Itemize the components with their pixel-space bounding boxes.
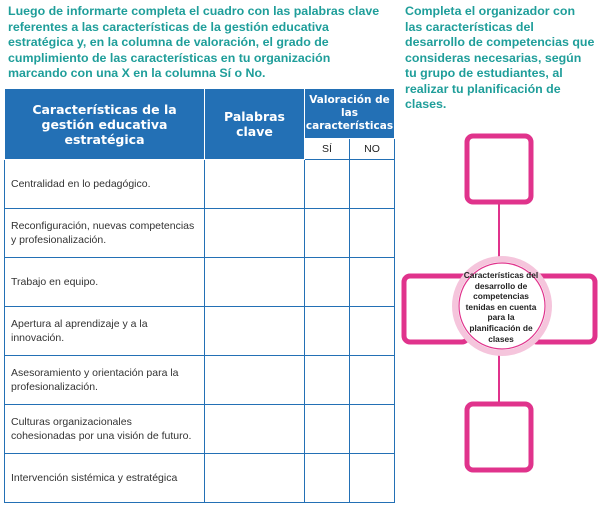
header-yes: SÍ <box>305 139 350 160</box>
no-cell[interactable] <box>350 356 395 405</box>
no-cell[interactable] <box>350 454 395 503</box>
no-cell[interactable] <box>350 209 395 258</box>
table-row <box>5 258 395 307</box>
row-label: Culturas organizacionales cohesionadas por una visión de futuro. <box>5 405 205 454</box>
header-valuation: Valoración de las características <box>305 89 395 139</box>
table-row <box>5 454 395 503</box>
instructions-right: Completa el organizador con las características del desarrollo de competencias que consideras necesarias, según tu grupo de estudiantes, al realizar tu planificación de clases. <box>405 4 595 111</box>
yes-cell[interactable] <box>305 405 350 454</box>
row-label: Trabajo en equipo. <box>5 258 205 307</box>
yes-cell[interactable] <box>305 209 350 258</box>
header-characteristics: Características de la gestión educativa estratégica <box>5 89 205 160</box>
keywords-cell[interactable] <box>205 454 305 503</box>
yes-cell[interactable] <box>305 454 350 503</box>
no-cell[interactable] <box>350 258 395 307</box>
table-row <box>5 160 395 209</box>
keywords-cell[interactable] <box>205 405 305 454</box>
header-no: NO <box>350 139 395 160</box>
yes-cell[interactable] <box>305 258 350 307</box>
organizer-box-bottom[interactable] <box>467 404 531 470</box>
row-label: Centralidad en lo pedagógico. <box>5 160 205 209</box>
table-row <box>5 209 395 258</box>
organizer-box-top[interactable] <box>467 136 531 202</box>
keywords-cell[interactable] <box>205 258 305 307</box>
no-cell[interactable] <box>350 405 395 454</box>
yes-cell[interactable] <box>305 160 350 209</box>
keywords-cell[interactable] <box>205 209 305 258</box>
header-keywords: Palabras clave <box>205 89 305 160</box>
table-row <box>5 356 395 405</box>
keywords-cell[interactable] <box>205 160 305 209</box>
yes-cell[interactable] <box>305 356 350 405</box>
organizer-center-text: Características del desarrollo de competencias tenidas en cuenta para la planificación de clases <box>463 270 539 344</box>
row-label: Asesoramiento y orientación para la profesionalización. <box>5 356 205 405</box>
keywords-cell[interactable] <box>205 307 305 356</box>
characteristics-table <box>4 88 395 503</box>
row-label: Reconfiguración, nuevas competencias y profesionalización. <box>5 209 205 258</box>
instructions-left: Luego de informarte completa el cuadro con las palabras clave referentes a las características de la gestión educativa estratégica y, en la columna de valoración, el grado de cumplimiento de las características en tu organización marcando con una X en la columna Sí o No. <box>8 4 380 80</box>
no-cell[interactable] <box>350 307 395 356</box>
table-row <box>5 405 395 454</box>
keywords-cell[interactable] <box>205 356 305 405</box>
table-row <box>5 307 395 356</box>
row-label: Intervención sistémica y estratégica <box>5 454 205 503</box>
row-label: Apertura al aprendizaje y a la innovación. <box>5 307 205 356</box>
no-cell[interactable] <box>350 160 395 209</box>
yes-cell[interactable] <box>305 307 350 356</box>
